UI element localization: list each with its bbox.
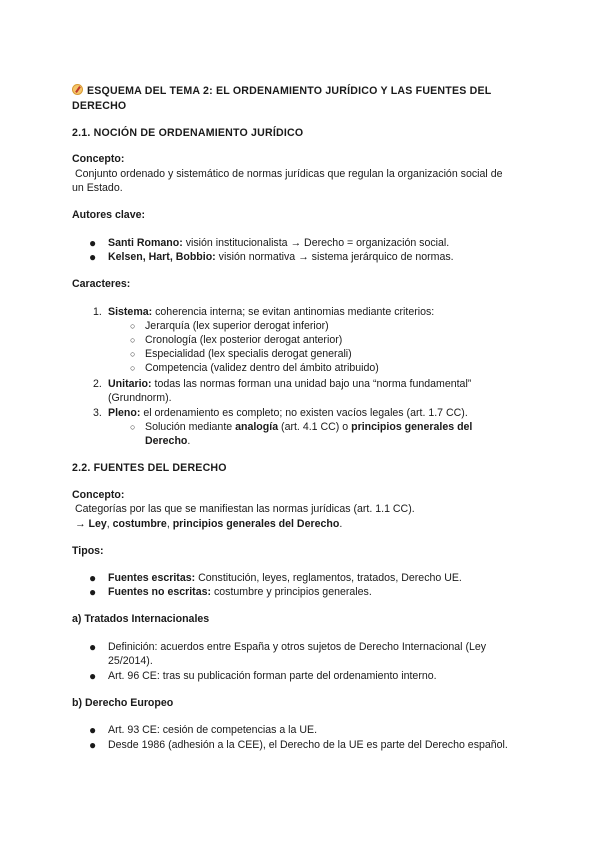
list-number: 3. bbox=[93, 407, 102, 419]
compass-icon bbox=[72, 84, 83, 95]
concepto-label: Concepto: bbox=[72, 489, 125, 501]
circle-bullet-icon: ○ bbox=[130, 363, 136, 373]
concepto-text: Categorías por las que se manifiestan las normas jurídicas (art. 1.1 CC). bbox=[72, 503, 415, 515]
list-subitem: Jerarquía (lex superior derogat inferior) bbox=[145, 320, 329, 332]
bullet-icon: ● bbox=[89, 723, 97, 737]
section-heading-2-1: 2.1. NOCIÓN DE ORDENAMIENTO JURÍDICO bbox=[72, 127, 304, 139]
bullet-icon: ● bbox=[89, 250, 97, 264]
list-item-line2: 25/2014). bbox=[108, 655, 153, 667]
concepto-text-line2: un Estado. bbox=[72, 182, 123, 194]
list-number: 2. bbox=[93, 378, 102, 390]
tipos-label: Tipos: bbox=[72, 545, 104, 557]
bullet-icon: ● bbox=[89, 640, 97, 654]
autores-label: Autores clave: bbox=[72, 209, 146, 221]
concepto-text: Conjunto ordenado y sistemático de normas jurídicas que regulan la organización social de bbox=[72, 168, 503, 180]
list-item-autor: Kelsen, Hart, Bobbio: visión normativa → sistema jerárquico de normas. bbox=[108, 251, 454, 263]
subsection-tratados: a) Tratados Internacionales bbox=[72, 613, 210, 625]
arrow-icon: → bbox=[72, 518, 89, 530]
list-number: 1. bbox=[93, 306, 102, 318]
list-item: Desde 1986 (adhesión a la CEE), el Derecho de la UE es parte del Derecho español. bbox=[108, 739, 508, 751]
list-subitem: Competencia (validez dentro del ámbito atribuido) bbox=[145, 362, 379, 374]
list-item-tipo: Fuentes no escritas: costumbre y principios generales. bbox=[108, 586, 372, 598]
section-heading-2-2: 2.2. FUENTES DEL DERECHO bbox=[72, 462, 227, 474]
bullet-icon: ● bbox=[89, 571, 97, 585]
list-item: Art. 93 CE: cesión de competencias a la UE. bbox=[108, 724, 318, 736]
document-title: ESQUEMA DEL TEMA 2: EL ORDENAMIENTO JURÍDICO Y LAS FUENTES DEL bbox=[72, 84, 491, 99]
bullet-icon: ● bbox=[89, 738, 97, 752]
subsection-europeo: b) Derecho Europeo bbox=[72, 697, 174, 709]
list-subitem-solucion: Solución mediante analogía (art. 4.1 CC) o principios generales del bbox=[145, 421, 473, 433]
list-item-pleno: Pleno: el ordenamiento es completo; no existen vacíos legales (art. 1.7 CC). bbox=[108, 407, 468, 419]
list-item-sistema: Sistema: coherencia interna; se evitan antinomias mediante criterios: bbox=[108, 306, 435, 318]
circle-bullet-icon: ○ bbox=[130, 422, 136, 432]
bullet-icon: ● bbox=[89, 236, 97, 250]
list-item-unitario: Unitario: todas las normas forman una unidad bajo una “norma fundamental” bbox=[108, 378, 472, 390]
list-subitem-solucion-line2: Derecho. bbox=[145, 435, 191, 447]
list-item-autor: Santi Romano: visión institucionalista → Derecho = organización social. bbox=[108, 237, 450, 249]
list-subitem: Especialidad (lex specialis derogat generali) bbox=[145, 348, 352, 360]
circle-bullet-icon: ○ bbox=[130, 349, 136, 359]
circle-bullet-icon: ○ bbox=[130, 335, 136, 345]
document-title-line2: DERECHO bbox=[72, 100, 127, 112]
circle-bullet-icon: ○ bbox=[130, 321, 136, 331]
list-item-tipo: Fuentes escritas: Constitución, leyes, reglamentos, tratados, Derecho UE. bbox=[108, 572, 462, 584]
concepto-label: Concepto: bbox=[72, 153, 125, 165]
bullet-icon: ● bbox=[89, 669, 97, 683]
bullet-icon: ● bbox=[89, 585, 97, 599]
list-item-unitario-line2: (Grundnorm). bbox=[108, 392, 172, 404]
list-item: Art. 96 CE: tras su publicación forman parte del ordenamiento interno. bbox=[108, 670, 437, 682]
list-item: Definición: acuerdos entre España y otros sujetos de Derecho Internacional (Ley bbox=[108, 641, 487, 653]
fuentes-summary: → Ley, costumbre, principios generales del Derecho. bbox=[72, 518, 343, 530]
list-subitem: Cronología (lex posterior derogat anterior) bbox=[145, 334, 343, 346]
caracteres-label: Caracteres: bbox=[72, 278, 131, 290]
